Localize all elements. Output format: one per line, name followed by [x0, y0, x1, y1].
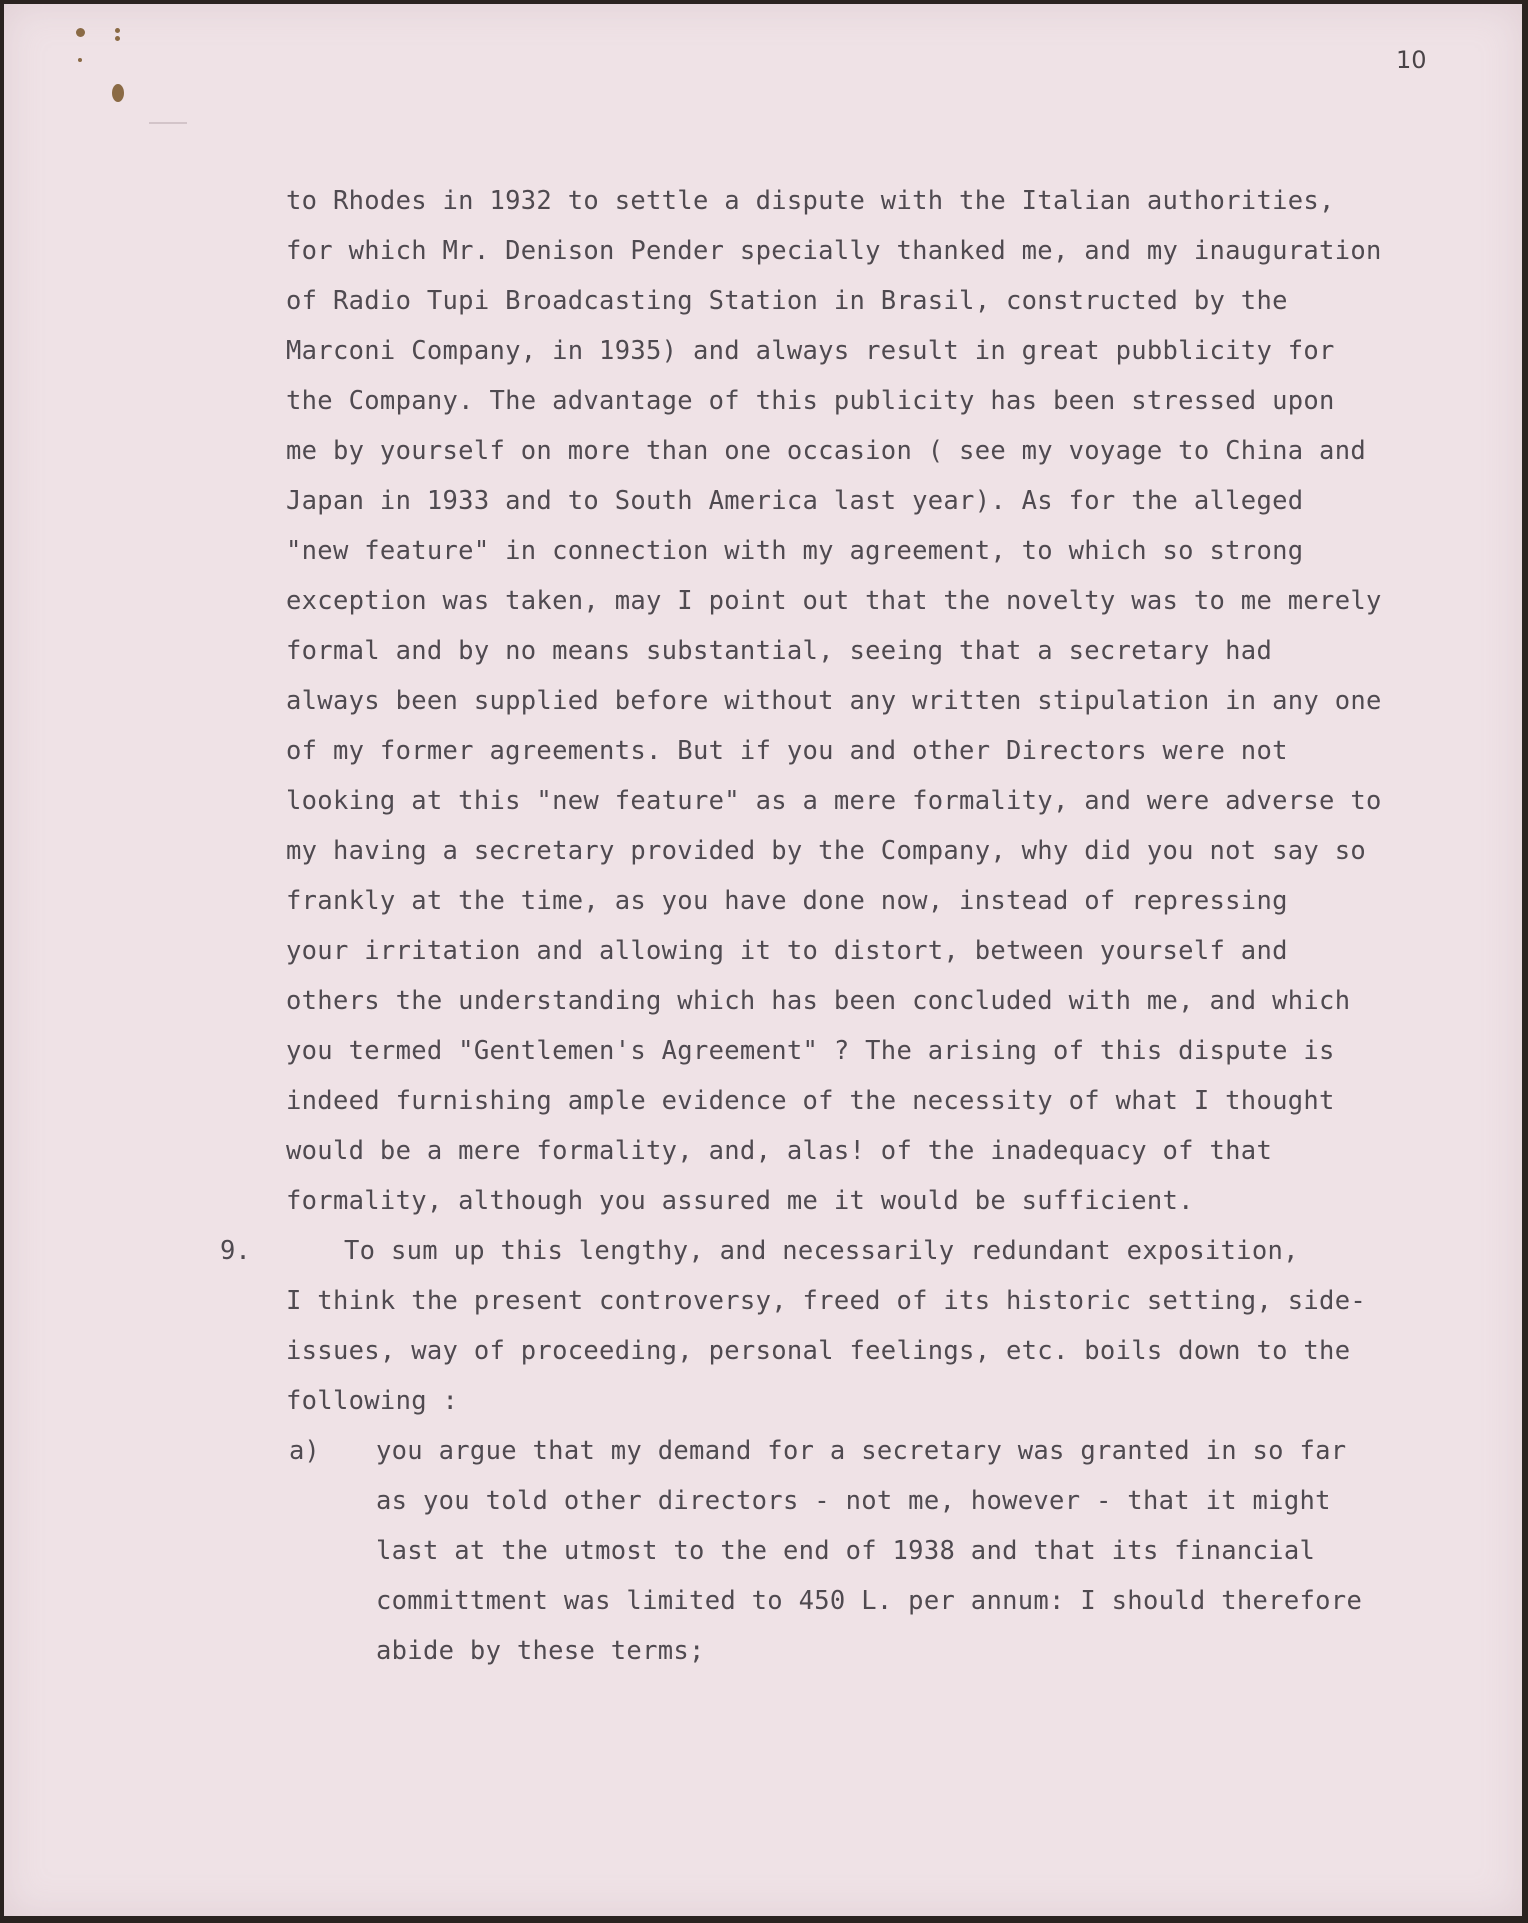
paragraph-number: 9.	[220, 1236, 251, 1266]
text-line: me by yourself on more than one occasion ( see my voyage to China and	[286, 436, 1367, 466]
text-line: others the understanding which has been concluded with me, and which	[286, 986, 1351, 1016]
ink-spot-mark	[78, 58, 82, 62]
ink-spot-mark	[76, 28, 85, 37]
text-line: as you told other directors - not me, however - that it might	[376, 1486, 1331, 1516]
pencil-smudge	[149, 122, 187, 124]
text-line: always been supplied before without any written stipulation in any one	[286, 686, 1382, 716]
text-line: to Rhodes in 1932 to settle a dispute with the Italian authorities,	[286, 186, 1335, 216]
text-line: of my former agreements. But if you and other Directors were not	[286, 736, 1288, 766]
text-line: frankly at the time, as you have done now, instead of repressing	[286, 886, 1288, 916]
text-line: I think the present controversy, freed of its historic setting, side-	[286, 1286, 1367, 1316]
list-item-label: a)	[289, 1436, 320, 1466]
ink-spot-mark	[115, 36, 120, 41]
text-line: of Radio Tupi Broadcasting Station in Brasil, constructed by the	[286, 286, 1288, 316]
text-line: exception was taken, may I point out that the novelty was to me merely	[286, 586, 1382, 616]
text-line: looking at this "new feature" as a mere formality, and were adverse to	[286, 786, 1382, 816]
text-line: my having a secretary provided by the Company, why did you not say so	[286, 836, 1367, 866]
text-line: your irritation and allowing it to distort, between yourself and	[286, 936, 1288, 966]
text-line: To sum up this lengthy, and necessarily redundant exposition,	[344, 1236, 1299, 1266]
text-line: for which Mr. Denison Pender specially thanked me, and my inauguration	[286, 236, 1382, 266]
text-line: the Company. The advantage of this publicity has been stressed upon	[286, 386, 1335, 416]
text-line: following :	[286, 1386, 459, 1416]
text-line: you termed "Gentlemen's Agreement" ? The arising of this dispute is	[286, 1036, 1335, 1066]
text-line: issues, way of proceeding, personal feelings, etc. boils down to the	[286, 1336, 1351, 1366]
document-page	[4, 4, 1522, 1916]
text-line: formal and by no means substantial, seeing that a secretary had	[286, 636, 1273, 666]
text-line: indeed furnishing ample evidence of the necessity of what I thought	[286, 1086, 1335, 1116]
text-line: abide by these terms;	[376, 1636, 705, 1666]
ink-spot-mark	[115, 28, 120, 33]
text-line: Marconi Company, in 1935) and always result in great pubblicity for	[286, 336, 1335, 366]
text-line: would be a mere formality, and, alas! of the inadequacy of that	[286, 1136, 1273, 1166]
text-line: Japan in 1933 and to South America last year). As for the alleged	[286, 486, 1304, 516]
text-line: formality, although you assured me it would be sufficient.	[286, 1186, 1194, 1216]
text-line: committment was limited to 450 L. per annum: I should therefore	[376, 1586, 1363, 1616]
text-line: "new feature" in connection with my agreement, to which so strong	[286, 536, 1304, 566]
text-line: you argue that my demand for a secretary was granted in so far	[376, 1436, 1347, 1466]
text-line: last at the utmost to the end of 1938 and that its financial	[376, 1536, 1316, 1566]
ink-spot-mark	[112, 84, 124, 102]
page-number: 10	[1396, 46, 1427, 74]
